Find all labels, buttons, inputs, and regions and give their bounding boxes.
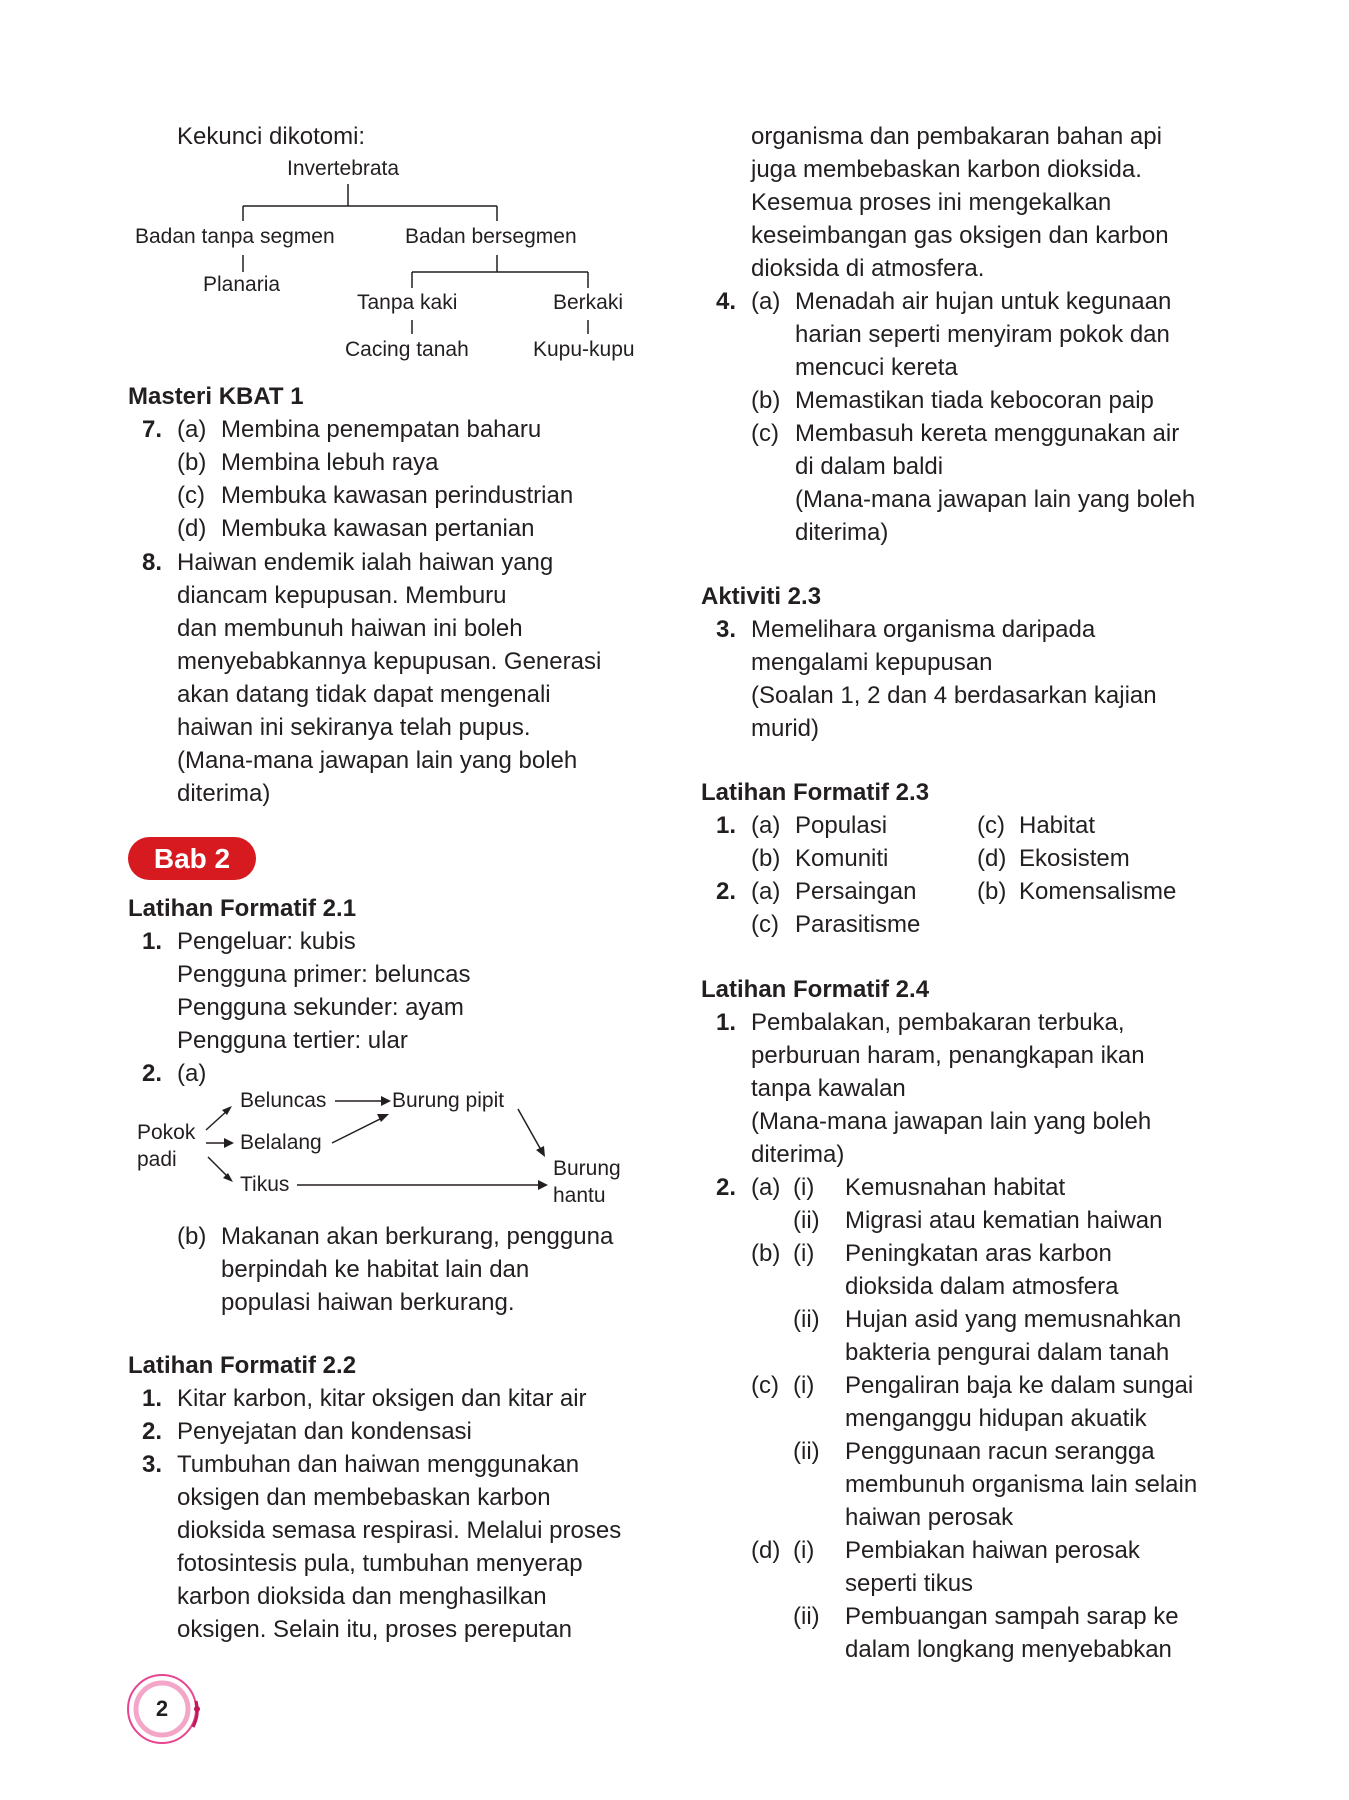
lf24-q2-d-ii-line: dalam longkang menyebabkan [845, 1636, 1172, 1663]
lf24-q2-d-i-line: seperti tikus [845, 1570, 974, 1597]
lf24-q2-a-i-label: (i) [793, 1174, 815, 1201]
lf24-q2-a-label: (a) [751, 1174, 781, 1201]
lf22-q2-num: 2. [142, 1418, 163, 1445]
lf22-q4-c-label: (c) [751, 420, 779, 447]
key-left-leaf: Planaria [203, 273, 281, 296]
aktiviti-line: Memelihara organisma daripada [751, 616, 1096, 643]
masteri-q7-a-label: (a) [177, 416, 207, 443]
lf21-q1-line: Pengeluar: kubis [177, 928, 356, 955]
lf24-heading: Latihan Formatif 2.4 [701, 976, 930, 1003]
lf21-q2-b-line: populasi haiwan berkurang. [221, 1289, 515, 1316]
lf24-q2-d-i-label: (i) [793, 1537, 815, 1564]
web-padi: padi [137, 1148, 177, 1171]
lf23-q2-b-label: (b) [977, 878, 1007, 905]
lf22-q1-num: 1. [142, 1385, 163, 1412]
lf23-q1-a-text: Populasi [795, 812, 888, 839]
masteri-q7-d-label: (d) [177, 515, 207, 542]
masteri-q8-line: Haiwan endemik ialah haiwan yang [177, 549, 554, 576]
key-right-b: Berkaki [553, 291, 624, 314]
lf23-q1-b-label: (b) [751, 845, 781, 872]
masteri-q8-num: 8. [142, 549, 163, 576]
lf23-q2-b-text: Komensalisme [1019, 878, 1177, 905]
masteri-q8-line: akan datang tidak dapat mengenali [177, 681, 551, 708]
lf23-q1-c-label: (c) [977, 812, 1005, 839]
lf24-q2-b-i-label: (i) [793, 1240, 815, 1267]
chapter-badge: Bab 2 [128, 837, 256, 880]
masteri-q7-a-text: Membina penempatan baharu [221, 416, 542, 443]
masteri-q7-c-text: Membuka kawasan perindustrian [221, 482, 574, 509]
web-burung: Burung [553, 1157, 621, 1180]
masteri-q8-line: diterima) [177, 780, 271, 807]
lf23-q1-c-text: Habitat [1019, 812, 1096, 839]
lf23-heading: Latihan Formatif 2.3 [701, 779, 930, 806]
lf22-q4-a-line: mencuci kereta [795, 354, 958, 381]
lf22-q4-c-line: Membasuh kereta menggunakan air [795, 420, 1180, 447]
lf24-q2-c-ii-line: haiwan perosak [845, 1504, 1014, 1531]
lf23-q2-a-label: (a) [751, 878, 781, 905]
lf24-q2-d-label: (d) [751, 1537, 781, 1564]
lf24-q1-line: tanpa kawalan [751, 1075, 906, 1102]
lf22-q3-cont-line: juga membebaskan karbon dioksida. [751, 156, 1142, 183]
masteri-q7-c-label: (c) [177, 482, 205, 509]
lf21-q1-line: Pengguna primer: beluncas [177, 961, 471, 988]
lf24-q2-a-ii-text: Migrasi atau kematian haiwan [845, 1207, 1163, 1234]
lf24-q2-a-i-text: Kemusnahan habitat [845, 1174, 1066, 1201]
lf24-q2-d-i-line: Pembiakan haiwan perosak [845, 1537, 1140, 1564]
lf22-q3-line: karbon dioksida dan menghasilkan [177, 1583, 547, 1610]
lf23-q1-d-text: Ekosistem [1019, 845, 1130, 872]
lf22-q4-b-text: Memastikan tiada kebocoran paip [795, 387, 1154, 414]
lf24-q2-b-ii-line: bakteria pengurai dalam tanah [845, 1339, 1170, 1366]
lf24-q2-c-label: (c) [751, 1372, 779, 1399]
lf21-heading: Latihan Formatif 2.1 [128, 895, 357, 922]
lf21-q1-line: Pengguna tertier: ular [177, 1027, 408, 1054]
lf21-q2-b-label: (b) [177, 1223, 207, 1250]
lf23-q2-c-label: (c) [751, 911, 779, 938]
masteri-q8-line: haiwan ini sekiranya telah pupus. [177, 714, 531, 741]
lf24-q2-c-i-line: menganggu hidupan akuatik [845, 1405, 1147, 1432]
lf23-q2-a-text: Persaingan [795, 878, 917, 905]
lf21-q2-a-label: (a) [177, 1060, 207, 1087]
lf24-q1-line: diterima) [751, 1141, 845, 1168]
masteri-q8-line: diancam kepupusan. Memburu [177, 582, 507, 609]
lf21-q1-num: 1. [142, 928, 163, 955]
lf24-q2-b-label: (b) [751, 1240, 781, 1267]
lf22-q3-cont-line: Kesemua proses ini mengekalkan [751, 189, 1112, 216]
lf22-heading: Latihan Formatif 2.2 [128, 1352, 357, 1379]
lf23-q2-num: 2. [716, 878, 737, 905]
lf24-q2-c-ii-line: Penggunaan racun serangga [845, 1438, 1155, 1465]
web-pipit: Burung pipit [392, 1089, 505, 1112]
key-left: Badan tanpa segmen [135, 225, 335, 248]
lf22-q4-a-label: (a) [751, 288, 781, 315]
aktiviti-heading: Aktiviti 2.3 [701, 583, 822, 610]
lf23-q2-c-text: Parasitisme [795, 911, 921, 938]
lf21-q2-b-line: Makanan akan berkurang, pengguna [221, 1223, 614, 1250]
key-root: Invertebrata [287, 157, 400, 180]
aktiviti-line: mengalami kepupusan [751, 649, 993, 676]
lf22-q1-text: Kitar karbon, kitar oksigen dan kitar air [177, 1385, 587, 1412]
lf24-q2-c-i-line: Pengaliran baja ke dalam sungai [845, 1372, 1194, 1399]
lf22-q3-cont-line: dioksida di atmosfera. [751, 255, 985, 282]
lf24-q2-a-ii-label: (ii) [793, 1207, 820, 1234]
lf21-q1-line: Pengguna sekunder: ayam [177, 994, 464, 1021]
lf22-q3-cont-line: keseimbangan gas oksigen dan karbon [751, 222, 1169, 249]
lf24-q2-d-ii-label: (ii) [793, 1603, 820, 1630]
lf22-q3-line: oksigen dan membebaskan karbon [177, 1484, 551, 1511]
lf21-q2-b-line: berpindah ke habitat lain dan [221, 1256, 530, 1283]
lf22-q3-line: fotosintesis pula, tumbuhan menyerap [177, 1550, 583, 1577]
lf24-q1-line: perburuan haram, penangkapan ikan [751, 1042, 1145, 1069]
lf24-q2-b-i-line: Peningkatan aras karbon [845, 1240, 1112, 1267]
web-pokok: Pokok [137, 1121, 196, 1144]
lf22-q3-cont-line: organisma dan pembakaran bahan api [751, 123, 1162, 150]
lf24-q2-d-ii-line: Pembuangan sampah sarap ke [845, 1603, 1179, 1630]
web-tikus: Tikus [240, 1173, 290, 1196]
masteri-heading: Masteri KBAT 1 [128, 383, 304, 410]
key-right-b-leaf: Kupu-kupu [533, 338, 635, 361]
lf22-q4-a-line: Menadah air hujan untuk kegunaan [795, 288, 1172, 315]
lf24-q2-b-ii-label: (ii) [793, 1306, 820, 1333]
lf22-q4-c-line: diterima) [795, 519, 889, 546]
masteri-q7-b-label: (b) [177, 449, 207, 476]
lf22-q3-line: dioksida semasa respirasi. Melalui proses [177, 1517, 622, 1544]
masteri-q7-b-text: Membina lebuh raya [221, 449, 439, 476]
lf23-q1-b-text: Komuniti [795, 845, 889, 872]
web-beluncas: Beluncas [240, 1089, 327, 1112]
lf24-q1-line: (Mana-mana jawapan lain yang boleh [751, 1108, 1152, 1135]
lf21-q2-num: 2. [142, 1060, 163, 1087]
lf22-q3-num: 3. [142, 1451, 163, 1478]
masteri-q7-num: 7. [142, 416, 163, 443]
lf24-q2-c-ii-line: membunuh organisma lain selain [845, 1471, 1198, 1498]
lf22-q3-line: oksigen. Selain itu, proses pereputan [177, 1616, 572, 1643]
masteri-q8-line: dan membunuh haiwan ini boleh [177, 615, 523, 642]
lf24-q2-b-i-line: dioksida dalam atmosfera [845, 1273, 1119, 1300]
aktiviti-line: (Soalan 1, 2 dan 4 berdasarkan kajian [751, 682, 1157, 709]
lf22-q4-b-label: (b) [751, 387, 781, 414]
lf24-q2-b-ii-line: Hujan asid yang memusnahkan [845, 1306, 1182, 1333]
key-right-a-leaf: Cacing tanah [345, 338, 469, 361]
lf24-q2-num: 2. [716, 1174, 737, 1201]
lf22-q4-num: 4. [716, 288, 737, 315]
lf24-q2-c-ii-label: (ii) [793, 1438, 820, 1465]
lf22-q4-c-line: (Mana-mana jawapan lain yang boleh [795, 486, 1196, 513]
key-right-a: Tanpa kaki [357, 291, 458, 314]
page-number: 2 [155, 1696, 169, 1721]
lf22-q4-a-line: harian seperti menyiram pokok dan [795, 321, 1170, 348]
lf23-q1-a-label: (a) [751, 812, 781, 839]
aktiviti-num: 3. [716, 616, 737, 643]
masteri-q7-d-text: Membuka kawasan pertanian [221, 515, 535, 542]
aktiviti-line: murid) [751, 715, 820, 742]
key-right: Badan bersegmen [405, 225, 577, 248]
lf22-q3-line: Tumbuhan dan haiwan menggunakan [177, 1451, 580, 1478]
lf24-q2-c-i-label: (i) [793, 1372, 815, 1399]
lf24-q1-num: 1. [716, 1009, 737, 1036]
lf23-q1-num: 1. [716, 812, 737, 839]
lf23-q1-d-label: (d) [977, 845, 1007, 872]
lf24-q1-line: Pembalakan, pembakaran terbuka, [751, 1009, 1125, 1036]
web-belalang: Belalang [240, 1131, 322, 1154]
lf22-q2-text: Penyejatan dan kondensasi [177, 1418, 472, 1445]
lf22-q4-c-line: di dalam baldi [795, 453, 944, 480]
key-title: Kekunci dikotomi: [177, 123, 366, 150]
masteri-q8-line: (Mana-mana jawapan lain yang boleh [177, 747, 578, 774]
masteri-q8-line: menyebabkannya kepupusan. Generasi [177, 648, 602, 675]
web-hantu: hantu [553, 1184, 606, 1207]
